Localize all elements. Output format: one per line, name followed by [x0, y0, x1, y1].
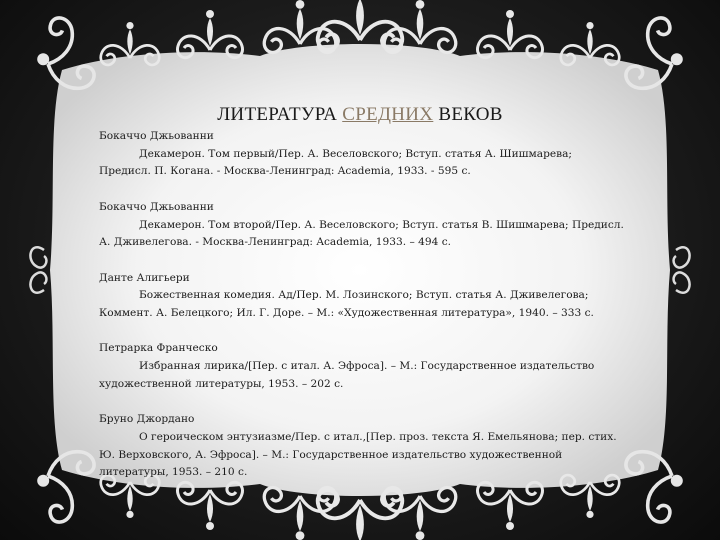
bibliography-entry: [99, 128, 624, 181]
bibliography-entry: [99, 340, 624, 393]
bibliography-entry: [99, 270, 624, 323]
bibliography-entry: [99, 199, 624, 252]
entry-author: Данте Алигьери: [99, 271, 190, 284]
entry-text: Декамерон. Том первый/Пер. А. Веселовского; Вступ. статья А. Шишмарева; Предисл. П. Когана. - Москва-Ленинград: Academia, 1933. - 595 с.: [99, 147, 572, 178]
title-link[interactable]: СРЕДНИХ: [342, 104, 434, 125]
entry-text: Декамерон. Том второй/Пер. А. Веселовского; Вступ. статья В. Шишмарева; Предисл. А. Дживелегова. - Москва-Ленинград: Academia, 1933. – 494 с.: [99, 218, 624, 249]
entry-author: Бруно Джордано: [99, 413, 195, 426]
bibliography-entry: [99, 411, 624, 482]
entry-author: Бокаччо Джьованни: [99, 130, 214, 142]
title-part2: ВЕКОВ: [433, 104, 503, 125]
entry-text: Божественная комедия. Ад/Пер. М. Лозинского; Вступ. статья А. Дживелегова; Коммент. А. Белецкого; Ил. Г. Доре. – М.: «Художественная литература», 1940. – 333 с.: [99, 289, 594, 319]
slide-title: [0, 104, 720, 126]
bibliography-list: [99, 128, 624, 500]
title-part1: ЛИТЕРАТУРА: [217, 104, 343, 125]
entry-author: Бокаччо Джьованни: [99, 200, 214, 213]
entry-text: Избранная лирика/[Пер. с итал. А. Эфроса]. – М.: Государственное издательство художественной литературы, 1953. – 202 с.: [99, 360, 595, 390]
entry-text: О героическом энтузиазме/Пер. с итал.,[Пер. проз. текста Я. Емельянова; пер. стих. Ю. Верховского, А. Эфроса]. – М.: Государственное издательство художественной литературы, 1953. – 210 с.: [99, 430, 617, 479]
entry-author: Петрарка Франческо: [99, 342, 218, 355]
